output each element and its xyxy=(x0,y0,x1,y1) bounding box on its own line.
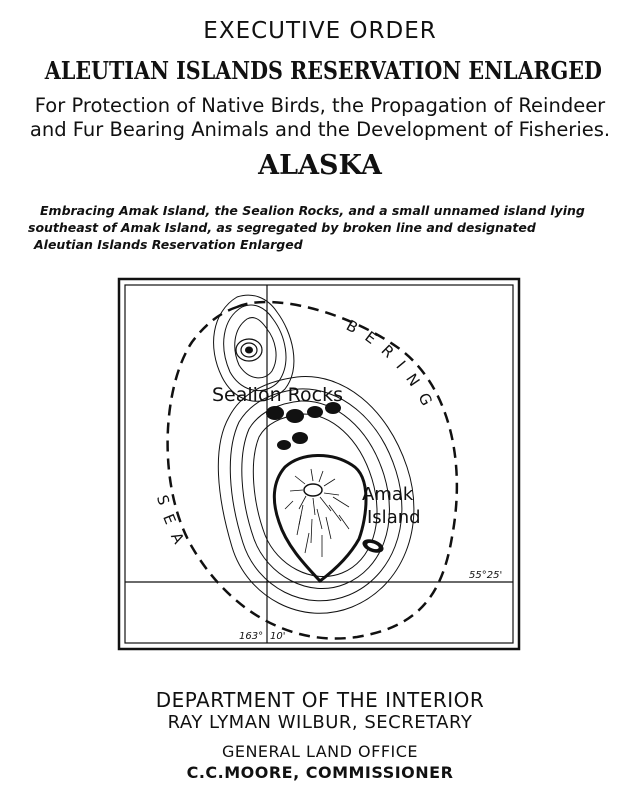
map-frame-inner xyxy=(125,285,513,643)
sealion-rocks xyxy=(266,402,341,450)
description-line-1: Embracing Amak Island, the Sealion Rocks, and a small unnamed island lying xyxy=(40,203,585,218)
description-line-2: southeast of Amak Island, as segregated by broken line and designated xyxy=(28,220,536,235)
description-line-3: Aleutian Islands Reservation Enlarged xyxy=(34,237,303,252)
latitude-label: 55°25' xyxy=(469,570,503,581)
longitude-minute-label: 10' xyxy=(270,631,286,642)
island-label: Island xyxy=(367,507,421,528)
reservation-map xyxy=(117,277,522,652)
office-name: GENERAL LAND OFFICE xyxy=(221,742,419,761)
territory-heading: ALASKA xyxy=(258,150,382,181)
secretary-name: RAY LYMAN WILBUR, SECRETARY xyxy=(167,712,473,733)
amak-label: Amak xyxy=(362,484,414,505)
purpose-line-2: and Fur Bearing Animals and the Development of Fisheries. xyxy=(29,118,611,141)
bering-label: BERING xyxy=(343,316,441,419)
sea-label: SEA xyxy=(152,492,193,557)
page-title: ALEUTIAN ISLANDS RESERVATION ENLARGED xyxy=(44,56,602,85)
department-name: DEPARTMENT OF THE INTERIOR xyxy=(155,688,485,712)
order-type-heading: EXECUTIVE ORDER xyxy=(203,18,437,44)
unnamed-island xyxy=(236,339,262,361)
commissioner-name: C.C.MOORE, COMMISSIONER xyxy=(186,763,454,782)
sealion-rocks-label: Sealion Rocks xyxy=(212,384,343,406)
purpose-line-1: For Protection of Native Birds, the Propagation of Reindeer xyxy=(34,94,606,117)
map-frame-outer xyxy=(119,279,519,649)
longitude-degree-label: 163° xyxy=(239,631,264,642)
